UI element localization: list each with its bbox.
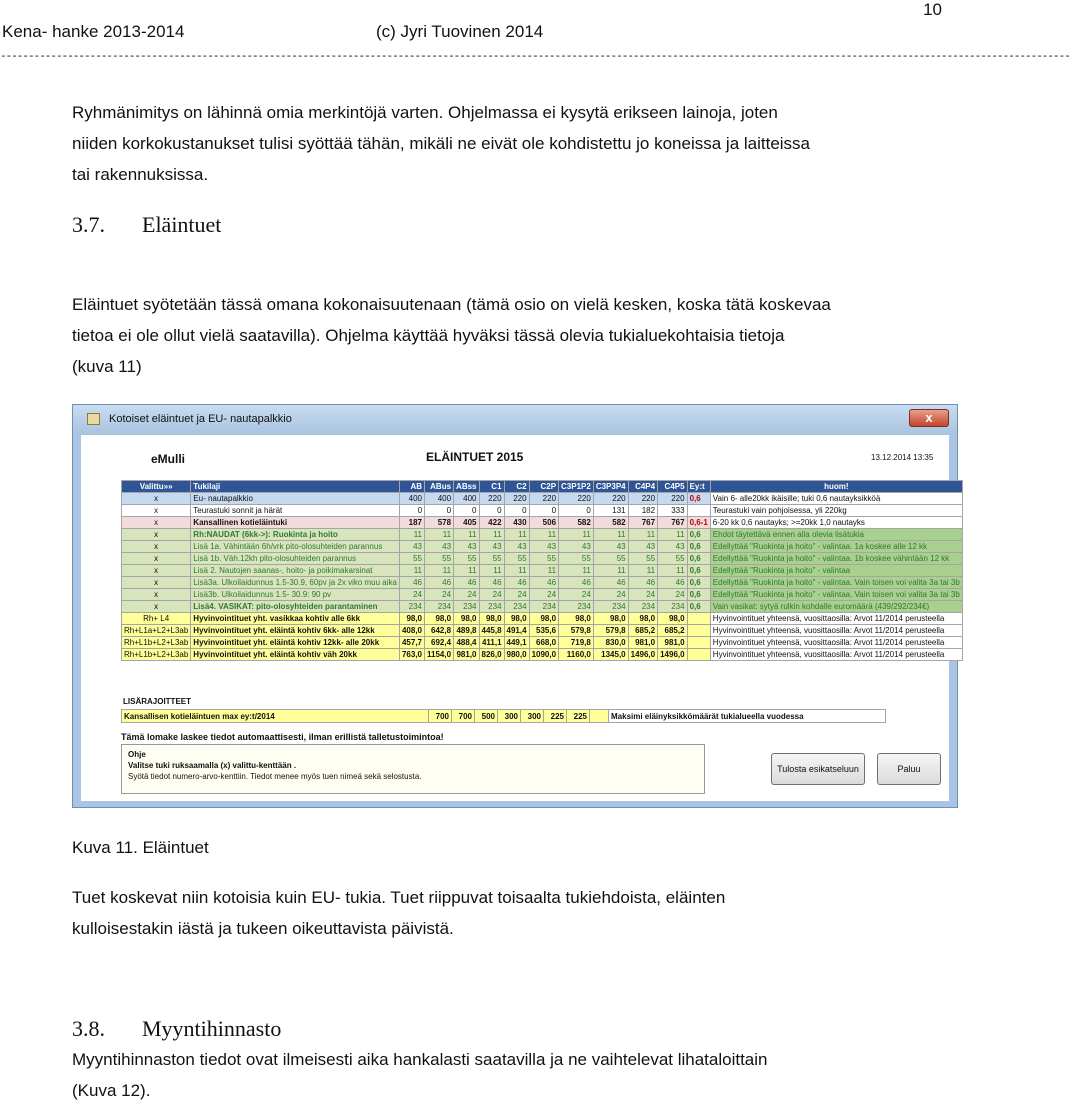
selected-cell[interactable]: x: [122, 589, 191, 601]
value-cell[interactable]: 11: [479, 565, 504, 577]
value-cell[interactable]: 98,0: [559, 613, 594, 625]
value-cell[interactable]: 98,0: [658, 613, 687, 625]
value-cell[interactable]: 220: [504, 493, 529, 505]
value-cell[interactable]: 43: [658, 541, 687, 553]
selected-cell[interactable]: x: [122, 577, 191, 589]
value-cell[interactable]: 0: [479, 505, 504, 517]
paragraph-line: Eläintuet syötetään tässä omana kokonaisuutenaan (tämä osio on vielä kesken, koska tätä koskevaa: [72, 295, 831, 314]
intro-line: Ryhmänimitys on lähinnä omia merkintöjä varten. Ohjelmassa ei kysytä erikseen lainoja, joten: [72, 103, 778, 122]
value-cell[interactable]: 43: [504, 541, 529, 553]
value-cell[interactable]: 11: [658, 565, 687, 577]
value-cell[interactable]: 46: [425, 577, 454, 589]
table-row: [122, 541, 963, 553]
column-header: Valittu»»: [122, 481, 191, 493]
help-line: Valitse tuki ruksaamalla (x) valittu-kenttään .: [128, 761, 297, 770]
support-type-cell[interactable]: Hyvinvointituet yht. vasikkaa kohtiv alle 6kk: [191, 613, 400, 625]
support-type-cell[interactable]: Lisä3b. Ulkoilaidunnus 1.5- 30.9: 90 pv: [191, 589, 400, 601]
value-cell[interactable]: 24: [504, 589, 529, 601]
value-cell[interactable]: 55: [529, 553, 558, 565]
value-cell[interactable]: 234: [593, 601, 628, 613]
value-cell[interactable]: 24: [593, 589, 628, 601]
value-cell[interactable]: 234: [658, 601, 687, 613]
support-type-cell[interactable]: Teurastuki sonnit ja härät: [191, 505, 400, 517]
value-cell[interactable]: 491,4: [504, 625, 529, 637]
value-cell[interactable]: 43: [628, 541, 657, 553]
ey-cell[interactable]: [687, 625, 710, 637]
selected-cell[interactable]: Rh+L1b+L2+L3ab: [122, 649, 191, 661]
ey-cell[interactable]: 0,6: [687, 553, 710, 565]
note-cell: Hyvinvointituet yhteensä, vuosittaosilla: Arvot 11/2014 perusteella: [710, 649, 962, 661]
value-cell[interactable]: 692,4: [425, 637, 454, 649]
value-cell[interactable]: 43: [529, 541, 558, 553]
value-cell[interactable]: 582: [593, 517, 628, 529]
value-cell[interactable]: 234: [559, 601, 594, 613]
restrictions-label: LISÄRAJOITTEET: [123, 697, 192, 706]
value-cell[interactable]: 578: [425, 517, 454, 529]
value-cell[interactable]: 767: [628, 517, 657, 529]
value-cell[interactable]: 43: [425, 541, 454, 553]
table-row: [122, 601, 963, 613]
intro-line: niiden korkokustanukset tulisi syöttää tähän, mikäli ne eivät ole kohdistettu jo koneissa ja laitteissa: [72, 134, 811, 153]
print-preview-button[interactable]: Tulosta esikatseluun: [771, 753, 865, 785]
value-cell[interactable]: 0: [529, 505, 558, 517]
paragraph-line: Myyntihinnaston tiedot ovat ilmeisesti aika hankalasti saatavilla ja ne vaihtelevat lihataloittain: [72, 1050, 768, 1069]
value-cell[interactable]: 55: [425, 553, 454, 565]
value-cell[interactable]: 234: [504, 601, 529, 613]
ey-cell[interactable]: 0,6: [687, 529, 710, 541]
max-units-tr: [122, 710, 886, 723]
value-cell[interactable]: 408,0: [399, 625, 424, 637]
table-row: [122, 625, 963, 637]
value-cell[interactable]: 579,8: [559, 625, 594, 637]
selected-cell[interactable]: x: [122, 553, 191, 565]
value-cell[interactable]: 449,1: [504, 637, 529, 649]
selected-cell[interactable]: x: [122, 529, 191, 541]
value-cell[interactable]: 46: [529, 577, 558, 589]
ey-cell[interactable]: 0,6: [687, 565, 710, 577]
section-heading-3-7: [72, 212, 221, 238]
selected-cell[interactable]: x: [122, 565, 191, 577]
ey-cell[interactable]: [687, 637, 710, 649]
column-header: huom!: [710, 481, 962, 493]
close-button[interactable]: x: [909, 409, 949, 427]
selected-cell[interactable]: x: [122, 517, 191, 529]
value-cell[interactable]: 981,0: [658, 637, 687, 649]
ey-cell[interactable]: 0,6-1: [687, 517, 710, 529]
table-row: [122, 637, 963, 649]
section-title: Myyntihinnasto: [142, 1016, 282, 1041]
window-titlebar[interactable]: [73, 405, 957, 435]
value-cell[interactable]: 24: [454, 589, 479, 601]
value-cell[interactable]: 24: [399, 589, 424, 601]
value-cell[interactable]: 767: [658, 517, 687, 529]
value-cell[interactable]: 0: [425, 505, 454, 517]
value-cell[interactable]: 1090,0: [529, 649, 558, 661]
value-cell[interactable]: 24: [425, 589, 454, 601]
value-cell[interactable]: 46: [593, 577, 628, 589]
timestamp: 13.12.2014 13:35: [871, 453, 934, 462]
value-cell[interactable]: 46: [658, 577, 687, 589]
value-cell[interactable]: 11: [628, 565, 657, 577]
column-header: C1: [479, 481, 504, 493]
table-row: [122, 589, 963, 601]
support-type-cell[interactable]: Lisä 2. Nautojen saanas-, hoito- ja poikimakarsinat: [191, 565, 400, 577]
selected-cell[interactable]: Rh+L1a+L2+L3ab: [122, 625, 191, 637]
max-value-cell[interactable]: 500: [475, 710, 498, 723]
value-cell[interactable]: 579,8: [593, 625, 628, 637]
ey-cell: [590, 710, 609, 723]
value-cell[interactable]: 220: [479, 493, 504, 505]
column-header: ABus: [425, 481, 454, 493]
value-cell[interactable]: 43: [454, 541, 479, 553]
value-cell[interactable]: 234: [399, 601, 424, 613]
value-cell[interactable]: 535,6: [529, 625, 558, 637]
support-type-cell[interactable]: Lisä 1a. Vähintään 6h/vrk pito-olosuhteiden parannus: [191, 541, 400, 553]
value-cell[interactable]: 46: [559, 577, 594, 589]
value-cell[interactable]: 55: [479, 553, 504, 565]
value-cell[interactable]: 24: [529, 589, 558, 601]
section-3-7-paragraph: [72, 289, 831, 382]
value-cell[interactable]: 55: [504, 553, 529, 565]
max-value-cell[interactable]: 225: [544, 710, 567, 723]
screen-title: ELÄINTUET 2015: [426, 450, 524, 464]
value-cell[interactable]: 826,0: [479, 649, 504, 661]
value-cell[interactable]: 582: [559, 517, 594, 529]
value-cell[interactable]: 98,0: [628, 613, 657, 625]
max-units-row: [121, 709, 886, 723]
value-cell[interactable]: 234: [454, 601, 479, 613]
selected-cell[interactable]: x: [122, 493, 191, 505]
section-number: 3.8.: [72, 1016, 105, 1041]
value-cell[interactable]: 488,4: [454, 637, 479, 649]
value-cell[interactable]: 0: [454, 505, 479, 517]
intro-line: tai rakennuksissa.: [72, 165, 209, 184]
note-cell: Edellyttää "Ruokinta ja hoito" - valintaa. 1b koskee vähintään 12 kk: [710, 553, 962, 565]
value-cell[interactable]: 220: [529, 493, 558, 505]
section-number: 3.7.: [72, 212, 105, 237]
value-cell[interactable]: 46: [628, 577, 657, 589]
value-cell[interactable]: 98,0: [504, 613, 529, 625]
header-right: (c) Jyri Tuovinen 2014: [376, 22, 544, 41]
support-table: [121, 480, 963, 661]
value-cell[interactable]: 11: [593, 565, 628, 577]
max-value-cell[interactable]: 225: [567, 710, 590, 723]
window-title: Kotoiset eläintuet ja EU- nautapalkkio: [109, 413, 292, 425]
header-left: Kena- hanke 2013-2014: [2, 22, 185, 41]
value-cell[interactable]: 11: [559, 565, 594, 577]
max-value-cell[interactable]: 700: [452, 710, 475, 723]
value-cell[interactable]: 981,0: [628, 637, 657, 649]
value-cell[interactable]: 1154,0: [425, 649, 454, 661]
autosave-notice: Tämä lomake laskee tiedot automaattisesti, ilman erillistä talletustoimintoa!: [121, 732, 444, 742]
ey-cell[interactable]: 0,6: [687, 493, 710, 505]
note-cell: Edellyttää "Ruokinta ja hoito" - valintaa. Vain toisen voi valita 3a tai 3b: [710, 589, 962, 601]
max-value-cell[interactable]: 300: [498, 710, 521, 723]
value-cell[interactable]: 234: [628, 601, 657, 613]
support-type-cell[interactable]: Eu- nautapalkkio: [191, 493, 400, 505]
figure-caption: Kuva 11. Eläintuet: [72, 838, 209, 857]
value-cell[interactable]: 98,0: [425, 613, 454, 625]
value-cell[interactable]: 24: [658, 589, 687, 601]
value-cell[interactable]: 1160,0: [559, 649, 594, 661]
table-row: [122, 577, 963, 589]
max-units-note: Maksimi eläinyksikkömäärät tukialueella vuodessa: [609, 710, 886, 723]
value-cell[interactable]: 668,0: [529, 637, 558, 649]
value-cell[interactable]: 55: [454, 553, 479, 565]
column-header: C4P4: [628, 481, 657, 493]
note-cell: Edellyttää "Ruokinta ja hoito" - valintaa: [710, 565, 962, 577]
value-cell[interactable]: 220: [559, 493, 594, 505]
value-cell[interactable]: 11: [479, 529, 504, 541]
paragraph-line: (Kuva 12).: [72, 1081, 151, 1100]
table-row: [122, 493, 963, 505]
value-cell[interactable]: 220: [593, 493, 628, 505]
help-line: Syötä tiedot numero-arvo-kenttiin. Tiedot menee myös tuen nimeä sekä selostusta.: [128, 772, 422, 781]
value-cell[interactable]: 400: [425, 493, 454, 505]
back-button[interactable]: Paluu: [877, 753, 941, 785]
value-cell[interactable]: 24: [479, 589, 504, 601]
note-cell: Hyvinvointituet yhteensä, vuosittaosilla: Arvot 11/2014 perusteella: [710, 625, 962, 637]
value-cell[interactable]: 422: [479, 517, 504, 529]
column-header: C4P5: [658, 481, 687, 493]
section-3-8-paragraph: [72, 1044, 768, 1106]
column-header: Tukilaji: [191, 481, 400, 493]
ey-cell[interactable]: [687, 505, 710, 517]
column-header: Ey:t: [687, 481, 710, 493]
header-rule: -----------------------------------------------------------------------------------------------------------------------------------------------------------------------------------------------: [0, 51, 1070, 63]
support-type-cell[interactable]: Hyvinvointituet yht. eläintä kohtiv 12kk- alle 20kk: [191, 637, 400, 649]
value-cell[interactable]: 400: [454, 493, 479, 505]
table-row: [122, 649, 963, 661]
paragraph-line: Tuet koskevat niin kotoisia kuin EU- tukia. Tuet riippuvat toisaalta tukiehdoista, eläinten: [72, 888, 726, 907]
value-cell[interactable]: 11: [399, 565, 424, 577]
value-cell[interactable]: 333: [658, 505, 687, 517]
value-cell[interactable]: 98,0: [593, 613, 628, 625]
value-cell[interactable]: 98,0: [529, 613, 558, 625]
after-figure-paragraph: [72, 882, 725, 944]
value-cell[interactable]: 98,0: [399, 613, 424, 625]
ey-cell[interactable]: 0,6: [687, 601, 710, 613]
table-row: [122, 505, 963, 517]
value-cell[interactable]: 1496,0: [658, 649, 687, 661]
value-cell[interactable]: 55: [559, 553, 594, 565]
ey-cell[interactable]: [687, 649, 710, 661]
ey-cell[interactable]: 0,6: [687, 589, 710, 601]
max-value-cell[interactable]: 300: [521, 710, 544, 723]
max-units-label: Kansallisen kotieläintuen max ey:t/2014: [122, 710, 429, 723]
value-cell[interactable]: 11: [529, 529, 558, 541]
value-cell[interactable]: 24: [628, 589, 657, 601]
column-header: AB: [399, 481, 424, 493]
table-row: [122, 517, 963, 529]
value-cell[interactable]: 400: [399, 493, 424, 505]
section-title: Eläintuet: [142, 212, 222, 237]
selected-cell[interactable]: Rh+ L4: [122, 613, 191, 625]
value-cell[interactable]: 11: [425, 565, 454, 577]
column-header: C3P1P2: [559, 481, 594, 493]
value-cell[interactable]: 220: [658, 493, 687, 505]
value-cell[interactable]: 234: [425, 601, 454, 613]
value-cell[interactable]: 11: [454, 529, 479, 541]
value-cell[interactable]: 445,8: [479, 625, 504, 637]
value-cell[interactable]: 55: [658, 553, 687, 565]
column-header: C2: [504, 481, 529, 493]
support-type-cell[interactable]: Hyvinvointituet yht. eläintä kohtiv 6kk- alle 12kk: [191, 625, 400, 637]
note-cell: 6-20 kk 0,6 nautayks; >=20kk 1,0 nautayks: [710, 517, 962, 529]
help-title: Ohje: [128, 750, 146, 759]
app-icon: [87, 413, 100, 425]
value-cell[interactable]: 685,2: [658, 625, 687, 637]
value-cell[interactable]: 719,8: [559, 637, 594, 649]
value-cell[interactable]: 55: [399, 553, 424, 565]
ey-cell[interactable]: [687, 613, 710, 625]
ey-cell[interactable]: 0,6: [687, 541, 710, 553]
value-cell[interactable]: 411,1: [479, 637, 504, 649]
table-row: [122, 553, 963, 565]
value-cell[interactable]: 55: [593, 553, 628, 565]
page-number: 10: [923, 0, 942, 19]
value-cell[interactable]: 11: [454, 565, 479, 577]
value-cell[interactable]: 187: [399, 517, 424, 529]
value-cell[interactable]: 43: [559, 541, 594, 553]
value-cell[interactable]: 642,8: [425, 625, 454, 637]
value-cell[interactable]: 43: [593, 541, 628, 553]
table-row: [122, 565, 963, 577]
value-cell[interactable]: 11: [593, 529, 628, 541]
section-heading-3-8: [72, 1016, 281, 1042]
value-cell[interactable]: 430: [504, 517, 529, 529]
value-cell[interactable]: 11: [504, 565, 529, 577]
value-cell[interactable]: 234: [529, 601, 558, 613]
value-cell[interactable]: 46: [454, 577, 479, 589]
paragraph-line: (kuva 11): [72, 357, 142, 376]
value-cell[interactable]: 981,0: [454, 649, 479, 661]
table-row: [122, 613, 963, 625]
value-cell[interactable]: 11: [559, 529, 594, 541]
column-header: C2P: [529, 481, 558, 493]
value-cell[interactable]: 830,0: [593, 637, 628, 649]
selected-cell[interactable]: x: [122, 541, 191, 553]
selected-cell[interactable]: x: [122, 505, 191, 517]
value-cell[interactable]: 506: [529, 517, 558, 529]
note-cell: Vain vasikat: sytyä rulkin kohdalle euromäärä (439/292/234€): [710, 601, 962, 613]
value-cell[interactable]: 763,0: [399, 649, 424, 661]
value-cell[interactable]: 0: [399, 505, 424, 517]
selected-cell[interactable]: Rh+L1b+L2+L3ab: [122, 637, 191, 649]
window-content: [81, 435, 960, 801]
support-type-cell[interactable]: Hyvinvointituet yht. eläintä kohtiv väh 20kk: [191, 649, 400, 661]
value-cell[interactable]: 11: [628, 529, 657, 541]
value-cell[interactable]: 0: [504, 505, 529, 517]
column-header: ABss: [454, 481, 479, 493]
help-box: [121, 744, 705, 794]
value-cell[interactable]: 405: [454, 517, 479, 529]
note-cell: Vain 6- alle20kk ikäisille; tuki 0,6 nautayksikköä: [710, 493, 962, 505]
value-cell[interactable]: 220: [628, 493, 657, 505]
value-cell[interactable]: 11: [658, 529, 687, 541]
support-type-cell[interactable]: Rh:NAUDAT (6kk->): Ruokinta ja hoito: [191, 529, 400, 541]
value-cell[interactable]: 43: [479, 541, 504, 553]
value-cell[interactable]: 43: [399, 541, 424, 553]
value-cell[interactable]: 131: [593, 505, 628, 517]
value-cell[interactable]: 98,0: [454, 613, 479, 625]
note-cell: Edellyttää "Ruokinta ja hoito" - valintaa. 1a koskee alle 12 kk: [710, 541, 962, 553]
value-cell[interactable]: 98,0: [479, 613, 504, 625]
max-value-cell[interactable]: 700: [429, 710, 452, 723]
value-cell[interactable]: 11: [529, 565, 558, 577]
value-cell[interactable]: 55: [628, 553, 657, 565]
value-cell[interactable]: 1496,0: [628, 649, 657, 661]
paragraph-line: tietoa ei ole ollut vielä saatavilla). Ohjelma käyttää hyväksi tässä olevia tukialuekohtaisia tietoja: [72, 326, 785, 345]
value-cell[interactable]: 685,2: [628, 625, 657, 637]
table-row: [122, 529, 963, 541]
note-cell: Ehdot täytettävä ennen alla olevia lisätukia: [710, 529, 962, 541]
note-cell: Hyvinvointituet yhteensä, vuosittaosilla: Arvot 11/2014 perusteella: [710, 613, 962, 625]
support-type-cell[interactable]: Kansallinen kotieläintuki: [191, 517, 400, 529]
value-cell[interactable]: 11: [425, 529, 454, 541]
value-cell[interactable]: 1345,0: [593, 649, 628, 661]
column-header: C3P3P4: [593, 481, 628, 493]
app-name: eMulli: [151, 452, 186, 466]
value-cell[interactable]: 46: [399, 577, 424, 589]
value-cell[interactable]: 234: [479, 601, 504, 613]
value-cell[interactable]: 489,8: [454, 625, 479, 637]
value-cell[interactable]: 46: [504, 577, 529, 589]
support-type-cell[interactable]: Lisä 1b. Väh.12kh pito-olosuhteiden parannus: [191, 553, 400, 565]
value-cell[interactable]: 24: [559, 589, 594, 601]
value-cell[interactable]: 46: [479, 577, 504, 589]
ey-cell[interactable]: 0,6: [687, 577, 710, 589]
note-cell: Teurastuki vain pohjoisessa, yli 220kg: [710, 505, 962, 517]
selected-cell[interactable]: x: [122, 601, 191, 613]
value-cell[interactable]: 0: [559, 505, 594, 517]
value-cell[interactable]: 11: [399, 529, 424, 541]
support-type-cell[interactable]: Lisä3a. Ulkoilaidunnus 1.5-30.9, 60pv ja 2x viko muu aika: [191, 577, 400, 589]
note-cell: Edellyttää "Ruokinta ja hoito" - valintaa. Vain toisen voi valita 3a tai 3b: [710, 577, 962, 589]
note-cell: Hyvinvointituet yhteensä, vuosittaosilla: Arvot 11/2014 perusteella: [710, 637, 962, 649]
value-cell[interactable]: 182: [628, 505, 657, 517]
intro-paragraph: [72, 97, 810, 190]
support-type-cell[interactable]: Lisä4. VASIKAT: pito-olosyhteiden parantaminen: [191, 601, 400, 613]
value-cell[interactable]: 457,7: [399, 637, 424, 649]
app-window: [72, 404, 958, 808]
value-cell[interactable]: 11: [504, 529, 529, 541]
paragraph-line: kulloisestakin iästä ja tukeen oikeuttavista päivistä.: [72, 919, 454, 938]
value-cell[interactable]: 980,0: [504, 649, 529, 661]
table-header-row: [122, 481, 963, 493]
